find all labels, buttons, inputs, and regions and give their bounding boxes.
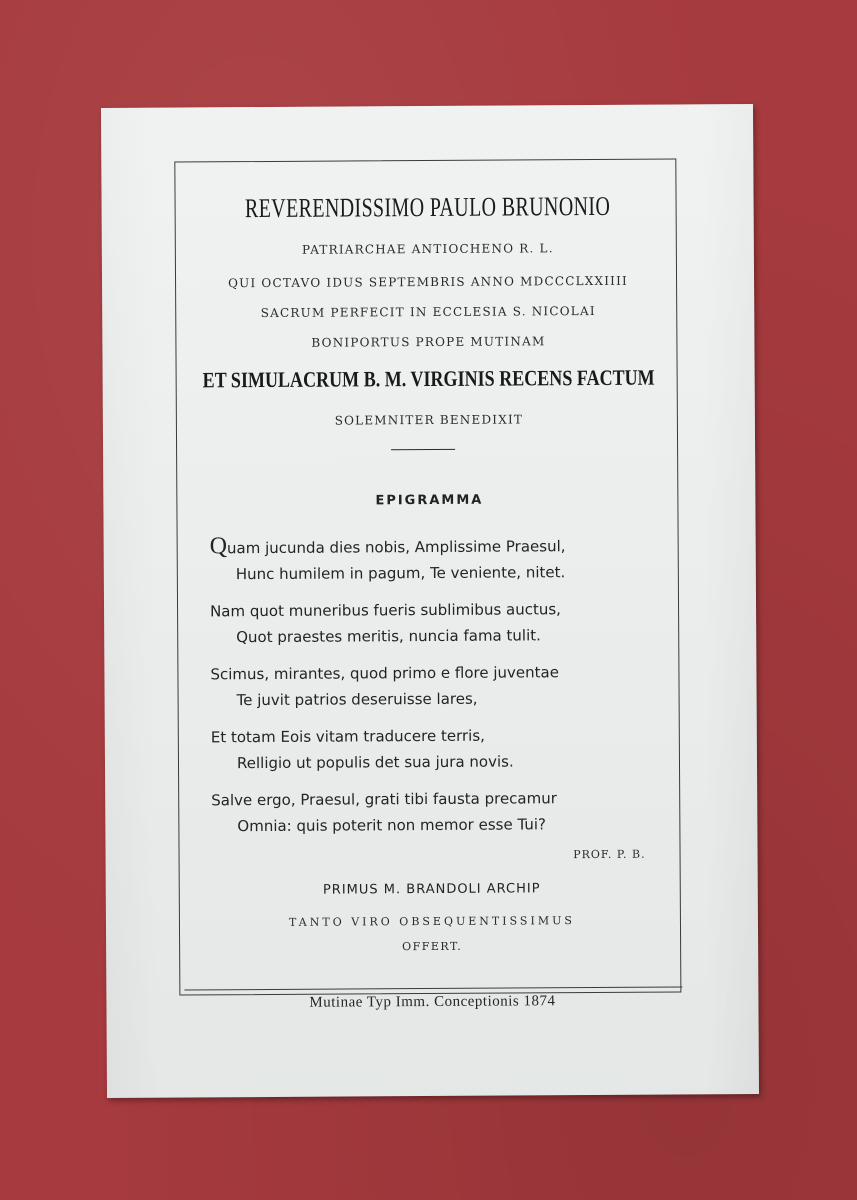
stanza xyxy=(210,533,650,588)
epigram-heading: EPIGRAMMA xyxy=(375,492,484,509)
stanza xyxy=(211,722,651,777)
church-line: SACRUM PERFECIT IN ECCLESIA S. NICOLAI xyxy=(260,303,596,321)
offert-line: OFFERT. xyxy=(402,939,463,954)
stanza xyxy=(210,596,650,651)
place-line: BONIPORTUS PROPE MUTINAM xyxy=(311,334,546,350)
statue-heading: ET SIMULACRUM B. M. VIRGINIS RECENS FACTUM xyxy=(202,364,655,393)
poem-line-text: uam jucunda dies nobis, Amplissime Praesul, xyxy=(226,537,566,558)
poem-line: Omnia: quis poterit non memor esse Tui? xyxy=(237,815,546,836)
poem-line: Relligio ut populis det sua jura novis. xyxy=(236,752,514,773)
dedication-line: TANTO VIRO OBSEQUENTISSIMUS xyxy=(288,914,575,929)
poem-line xyxy=(210,533,650,562)
poem-line: Hunc humilem in pagum, Te veniente, nitet. xyxy=(235,563,566,584)
patriarch-line: PATRIARCHAE ANTIOCHENO R. L. xyxy=(301,241,554,257)
epigram-poem xyxy=(210,533,652,851)
poem-line: Scimus, mirantes, quod primo e flore juventae xyxy=(210,663,559,684)
poem-line: Quot praestes meritis, nuncia fama tulit. xyxy=(236,626,541,647)
printed-sheet xyxy=(101,104,759,1098)
stanza xyxy=(211,785,651,840)
poem-line: Et totam Eois vitam traducere terris, xyxy=(210,726,485,747)
dedication-title: REVERENDISSIMO PAULO BRUNONIO xyxy=(244,190,611,224)
benedixit-line: SOLEMNITER BENEDIXIT xyxy=(334,412,524,428)
poem-line: Nam quot muneribus fueris sublimibus auctus, xyxy=(210,600,561,621)
drop-cap: Q xyxy=(209,533,228,560)
poem-line: Salve ergo, Praesul, grati tibi fausta precamur xyxy=(211,789,557,810)
poem-line: Te juvit patrios deseruisse lares, xyxy=(236,689,478,710)
dedicator-name: PRIMUS M. BRANDOLI ARCHIP xyxy=(322,881,541,898)
author-signature: PROF. P. B. xyxy=(573,847,646,862)
date-line: QUI OCTAVO IDUS SEPTEMBRIS ANNO MDCCCLXXIIII xyxy=(228,273,629,291)
stanza xyxy=(210,659,650,714)
printer-imprint: Mutinae Typ Imm. Conceptionis 1874 xyxy=(309,993,556,1011)
